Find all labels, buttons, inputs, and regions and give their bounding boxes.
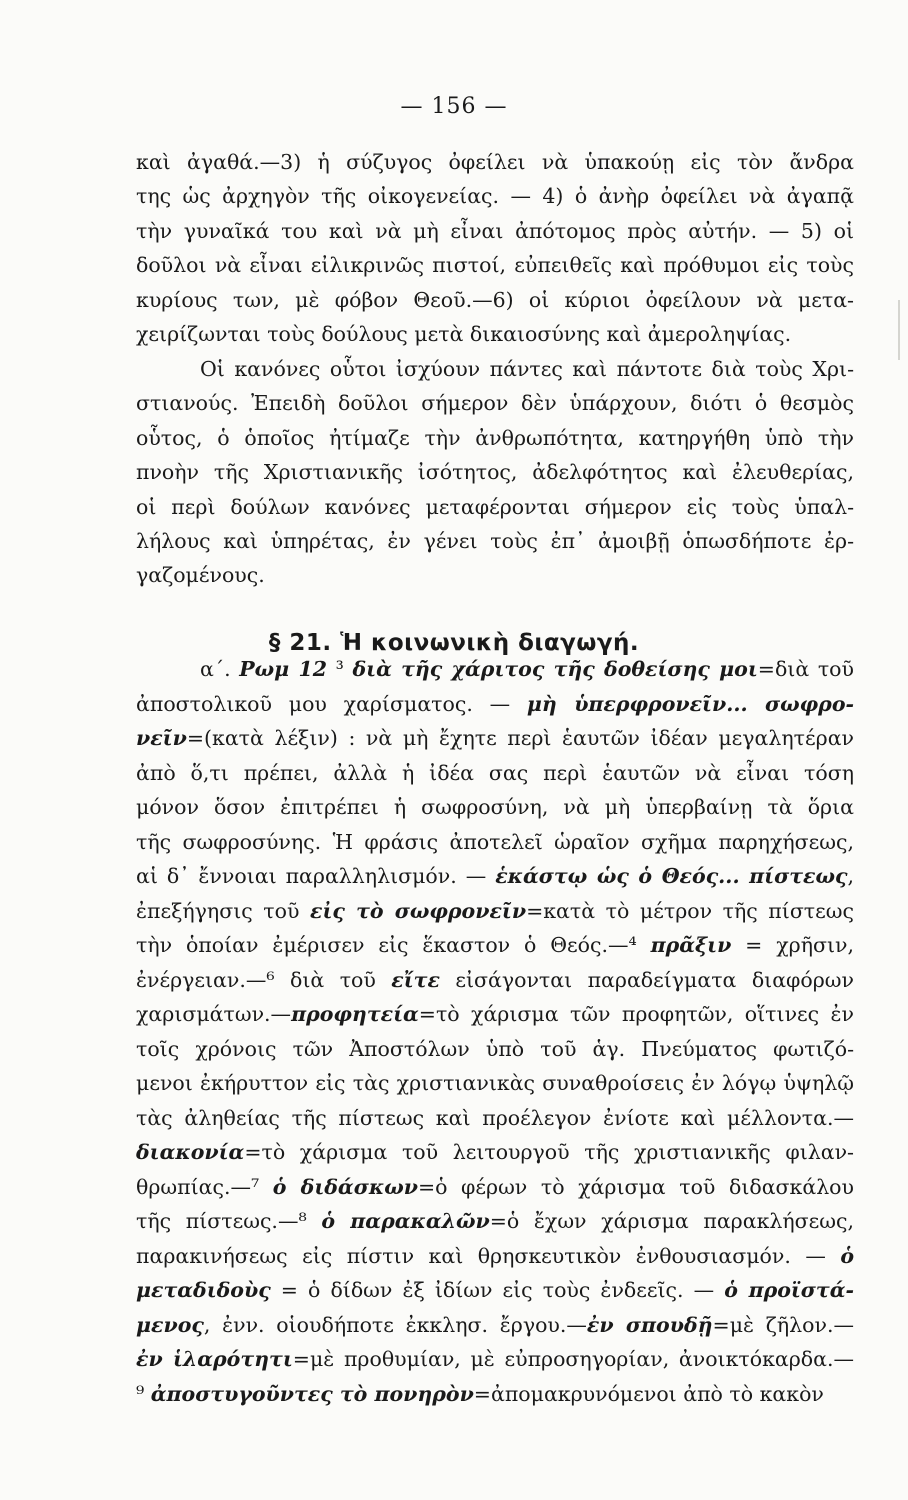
- text-run: =μὲ ζῆλον.—: [712, 1312, 854, 1337]
- text-line: [136, 1239, 854, 1273]
- bold-term: ἐν σπουδῇ: [586, 1312, 713, 1337]
- text-run: πνοὴν τῆς Χριστιανικῆς ἰσότητος, ἀδελφότητος καὶ ἐλευθερίας,: [136, 460, 854, 485]
- section-heading: § 21. Ἡ κοινωνικὴ διαγωγή.: [268, 630, 640, 656]
- bold-term: διὰ τῆς χάριτος τῆς δοθείσης μοι: [352, 657, 758, 681]
- text-run: λήλους καὶ ὑπηρέτας, ἐν γένει τοὺς ἐπ᾽ ἀμοιβῇ ὁπωσδήποτε ἐρ-: [136, 529, 854, 553]
- text-run: θρωπίας.—⁷: [136, 1174, 273, 1199]
- page-number: — 156 —: [400, 94, 508, 119]
- text-run: δοῦλοι νὰ εἶναι εἰλικρινῶς πιστοί, εὐπειθεῖς καὶ πρόθυμοι εἰς τοὺς: [136, 253, 854, 278]
- text-run: α΄.: [200, 657, 240, 681]
- text-line: [136, 928, 854, 962]
- bold-term: μεταδιδοὺς: [136, 1278, 271, 1302]
- text-line: [136, 1170, 854, 1204]
- text-line: [136, 490, 854, 524]
- text-run: γαζομένους.: [136, 563, 265, 588]
- text-line: [136, 1308, 854, 1342]
- text-run: =τὸ χάρισμα τοῦ λειτουργοῦ τῆς χριστιανικῆς φιλαν-: [244, 1140, 854, 1164]
- text-run: οἱ περὶ δούλων κανόνες μεταφέρονται σήμερον εἰς τοὺς ὑπαλ-: [136, 494, 854, 519]
- bold-term: πρᾶξιν: [650, 933, 732, 957]
- text-run: ἀπὸ ὅ,τι πρέπει, ἀλλὰ ἡ ἰδέα σας περὶ ἑαυτῶν νὰ εἶναι τόση: [136, 760, 854, 785]
- bold-term: μὴ ὑπερφρονεῖν... σωφρο-: [526, 691, 854, 716]
- bold-term: διακονία: [136, 1140, 245, 1164]
- text-line: [136, 756, 854, 790]
- text-line: [136, 179, 854, 213]
- bold-term: ἐν ἱλαρότητι: [136, 1347, 293, 1371]
- bold-term: ὁ προϊστά-: [724, 1278, 854, 1302]
- text-run: εἰσάγονται παραδείγματα διαφόρων: [439, 967, 854, 992]
- text-line: [136, 721, 854, 755]
- text-line: [136, 558, 854, 592]
- text-run: =τὸ χάρισμα τῶν προφητῶν, οἵτινες ἐν: [418, 1002, 854, 1026]
- text-line: [136, 1273, 854, 1307]
- text-run: παρακινήσεως εἰς πίστιν καὶ θρησκευτικὸν ἐνθουσιασμόν. —: [136, 1243, 841, 1268]
- bold-term: ὁ παρακαλῶν: [321, 1209, 490, 1233]
- text-run: =(κατὰ λέξιν) : νὰ μὴ ἔχητε περὶ ἑαυτῶν ἰδέαν μεγαλητέραν: [186, 726, 854, 750]
- text-line: [136, 790, 854, 824]
- text-run: ἀποστολικοῦ μου χαρίσματος. —: [136, 691, 527, 716]
- text-run: =διὰ τοῦ: [757, 657, 854, 681]
- text-run: οὗτος, ὁ ὁποῖος ἠτίμαζε τὴν ἀνθρωπότητα, κατηργήθη ὑπὸ τὴν: [136, 425, 854, 450]
- text-run: καὶ ἀγαθά.—3) ἡ σύζυγος ὀφείλει νὰ ὑπακούῃ εἰς τὸν ἄνδρα: [136, 150, 854, 174]
- text-line: [136, 1101, 854, 1135]
- text-line: [136, 248, 854, 282]
- text-run: =ὁ ἔχων χάρισμα παρακλήσεως,: [489, 1209, 854, 1233]
- bold-term: εἴτε: [391, 967, 440, 992]
- text-run: ⁹: [136, 1381, 151, 1406]
- text-run: = ὁ δίδων ἐξ ἰδίων εἰς τοὺς ἐνδεεῖς. —: [270, 1278, 725, 1302]
- text-line: [136, 1377, 854, 1411]
- text-line: [136, 352, 854, 386]
- page-edge-mark: [898, 300, 900, 360]
- text-run: χαρισμάτων.—: [136, 1002, 292, 1026]
- text-run: στιανούς. Ἐπειδὴ δοῦλοι σήμερον δὲν ὑπάρχουν, διότι ὁ θεσμὸς: [136, 391, 854, 416]
- text-line: [136, 421, 854, 455]
- text-run: ³: [326, 657, 353, 681]
- text-run: =ἀπομακρυνόμενοι ἀπὸ τὸ κακὸν: [473, 1381, 824, 1406]
- text-run: τὰς ἀληθείας τῆς πίστεως καὶ προέλεγον ἐνίοτε καὶ μέλλοντα.—: [136, 1105, 854, 1130]
- text-line: [136, 894, 854, 928]
- text-line: [136, 145, 854, 179]
- text-line: [136, 455, 854, 489]
- text-run: τὴν γυναῖκά του καὶ νὰ μὴ εἶναι ἀπότομος πρὸς αὐτήν. — 5) οἱ: [136, 218, 854, 243]
- text-run: ἐνέργειαν.—⁶ διὰ τοῦ: [136, 967, 392, 992]
- text-run: = χρῆσιν,: [731, 933, 854, 957]
- text-line: [136, 687, 854, 721]
- text-line: [136, 1135, 854, 1169]
- text-line: [136, 214, 854, 248]
- text-run: τῆς πίστεως.—⁸: [136, 1209, 322, 1233]
- text-line: [136, 1032, 854, 1066]
- text-run: αἱ δ᾽ ἔννοιαι παραλληλισμόν. —: [136, 864, 496, 888]
- bold-term: ὁ: [840, 1243, 854, 1268]
- text-line: [136, 1342, 854, 1376]
- text-run: =μὲ προθυμίαν, μὲ εὐπροσηγορίαν, ἀνοικτόκαρδα.—: [292, 1347, 854, 1371]
- text-run: μόνον ὅσον ἐπιτρέπει ἡ σωφροσύνη, νὰ μὴ ὑπερβαίνῃ τὰ ὅρια: [136, 795, 854, 819]
- text-line: [136, 317, 854, 351]
- bold-term: ὁ διδάσκων: [272, 1174, 418, 1199]
- bold-term: εἰς τὸ σωφρονεῖν: [310, 898, 527, 923]
- text-run: τὴν ὁποίαν ἐμέρισεν εἰς ἕκαστον ὁ Θεός.—⁴: [136, 933, 651, 957]
- text-run: ,: [847, 864, 855, 888]
- text-line: [136, 997, 854, 1031]
- bold-term: προφητεία: [291, 1002, 419, 1026]
- text-line: [136, 386, 854, 420]
- text-line: [136, 1204, 854, 1238]
- text-run: της ὡς ἀρχηγὸν τῆς οἰκογενείας. — 4) ὁ ἀνὴρ ὀφείλει νὰ ἀγαπᾷ: [136, 184, 854, 209]
- text-run: τοῖς χρόνοις τῶν Ἀποστόλων ὑπὸ τοῦ ἁγ. Πνεύματος φωτιζό-: [136, 1036, 854, 1061]
- text-line: [136, 283, 854, 317]
- bold-term: μενος: [136, 1312, 204, 1337]
- text-run: =κατὰ τὸ μέτρον τῆς πίστεως: [526, 898, 854, 923]
- text-run: τῆς σωφροσύνης. Ἡ φράσις ἀποτελεῖ ὡραῖον σχῆμα παρηχήσεως,: [136, 829, 854, 854]
- text-line: [136, 859, 854, 893]
- bold-term: ἀποστυγοῦντες τὸ πονηρὸν: [150, 1381, 474, 1406]
- text-line: [136, 963, 854, 997]
- text-run: =ὁ φέρων τὸ χάρισμα τοῦ διδασκάλου: [417, 1174, 854, 1199]
- bold-term: Ρωμ 12: [239, 657, 327, 681]
- text-run: , ἐνν. οἱουδήποτε ἐκκλησ. ἔργου.—: [203, 1312, 587, 1337]
- text-line: [136, 652, 854, 686]
- text-line: [136, 524, 854, 558]
- bold-term: ἑκάστῳ ὡς ὁ Θεός... πίστεως: [495, 864, 848, 888]
- text-run: ἐπεξήγησις τοῦ: [136, 898, 311, 923]
- bold-term: νεῖν: [136, 726, 187, 750]
- text-run: μενοι ἐκήρυττον εἰς τὰς χριστιανικὰς συναθροίσεις ἐν λόγῳ ὑψηλῷ: [136, 1071, 854, 1095]
- text-run: χειρίζωνται τοὺς δούλους μετὰ δικαιοσύνης καὶ ἀμεροληψίας.: [136, 322, 792, 346]
- text-run: Οἱ κανόνες οὗτοι ἰσχύουν πάντες καὶ πάντοτε διὰ τοὺς Χρι-: [200, 357, 854, 381]
- text-line: [136, 825, 854, 859]
- text-line: [136, 1066, 854, 1100]
- text-run: κυρίους των, μὲ φόβον Θεοῦ.—6) οἱ κύριοι ὀφείλουν νὰ μετα-: [136, 287, 854, 312]
